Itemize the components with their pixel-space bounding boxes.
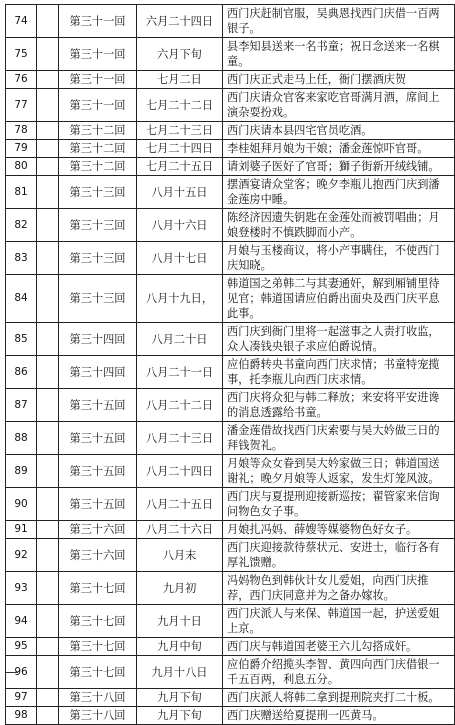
row-number: 94	[6, 605, 37, 638]
row-number: 96	[6, 656, 37, 689]
event-cell: 摆酒宴请众堂客；晚夕李瓶儿抱西门庆到潘金莲房中睡。	[223, 176, 455, 209]
chapter-cell: 第三十三回	[59, 275, 137, 323]
blank-cell	[37, 209, 59, 242]
blank-cell	[37, 242, 59, 275]
row-number: 98	[6, 707, 37, 725]
event-cell: 陈经济因遗失钥匙在金莲处而被罚唱曲；月娘登楼时不慎跌脚而小产。	[223, 209, 455, 242]
row-number: 81	[6, 176, 37, 209]
table-row	[6, 488, 455, 521]
event-cell: 西门庆赶制官服，吴典恩找西门庆借一百两银子。	[223, 5, 455, 38]
chapter-cell: 第三十一回	[59, 38, 137, 71]
date-cell: 八月二十六日	[137, 521, 223, 539]
blank-cell	[37, 5, 59, 38]
blank-cell	[37, 140, 59, 158]
date-cell: 八月十九日，	[137, 275, 223, 323]
date-cell: 六月下旬	[137, 38, 223, 71]
table-row	[6, 176, 455, 209]
event-cell: 月娘等众女眷到吴大妗家做三日；韩道国送谢礼；晚夕月娘等人返家，发生灯笼风波。	[223, 455, 455, 488]
document-page	[5, 4, 454, 725]
chapter-cell: 第三十一回	[59, 71, 137, 89]
blank-cell	[37, 521, 59, 539]
chapter-cell: 第三十三回	[59, 242, 137, 275]
date-cell: 九月十日	[137, 605, 223, 638]
row-number: 91	[6, 521, 37, 539]
blank-cell	[37, 389, 59, 422]
chapter-cell: 第三十七回	[59, 572, 137, 605]
row-number: 90	[6, 488, 37, 521]
event-cell: 县李知县送来一名书童；祝日念送来一名棋童。	[223, 38, 455, 71]
table-row	[6, 356, 455, 389]
row-number: 86	[6, 356, 37, 389]
table-row	[6, 521, 455, 539]
chronology-table	[5, 4, 455, 725]
date-cell: 九月十八日	[137, 656, 223, 689]
chapter-cell: 第三十八回	[59, 707, 137, 725]
blank-cell	[37, 689, 59, 707]
row-number: 87	[6, 389, 37, 422]
event-cell: 李桂姐拜月娘为干娘；潘金莲惊吓官哥。	[223, 140, 455, 158]
table-row	[6, 5, 455, 38]
date-cell: 八月二十四日	[137, 455, 223, 488]
date-cell: 九月初	[137, 572, 223, 605]
chapter-cell: 第三十一回	[59, 89, 137, 122]
chapter-cell: 第三十二回	[59, 140, 137, 158]
blank-cell	[37, 422, 59, 455]
event-cell: 月娘与玉楼商议，将小产事瞒住，不使西门庆知晓。	[223, 242, 455, 275]
date-cell: 八月二十日	[137, 323, 223, 356]
chapter-cell: 第三十七回	[59, 605, 137, 638]
row-number: 79	[6, 140, 37, 158]
chapter-cell: 第三十七回	[59, 656, 137, 689]
blank-cell	[37, 638, 59, 656]
row-number: 78	[6, 122, 37, 140]
row-number: 82	[6, 209, 37, 242]
table-row	[6, 638, 455, 656]
row-number: 76	[6, 71, 37, 89]
table-row	[6, 323, 455, 356]
chapter-cell: 第三十五回	[59, 488, 137, 521]
chapter-cell: 第三十六回	[59, 521, 137, 539]
row-number: 92	[6, 539, 37, 572]
table-row	[6, 539, 455, 572]
row-number: 88	[6, 422, 37, 455]
table-row	[6, 605, 455, 638]
blank-cell	[37, 605, 59, 638]
date-cell: 七月二十二日	[137, 89, 223, 122]
event-cell: 西门庆将众犯与韩二释放；来安将平安进谗的消息透露给书童。	[223, 389, 455, 422]
chapter-cell: 第三十五回	[59, 455, 137, 488]
date-cell: 八月二十五日	[137, 488, 223, 521]
date-cell: 七月二日	[137, 71, 223, 89]
row-number: 75	[6, 38, 37, 71]
table-row	[6, 389, 455, 422]
blank-cell	[37, 71, 59, 89]
chapter-cell: 第三十二回	[59, 122, 137, 140]
blank-cell	[37, 572, 59, 605]
date-cell: 八月十七日	[137, 242, 223, 275]
chapter-cell: 第三十七回	[59, 638, 137, 656]
chapter-cell: 第三十五回	[59, 389, 137, 422]
event-cell: 请刘婆子医好了官哥；獅子街新开绒线铺。	[223, 158, 455, 176]
blank-cell	[37, 89, 59, 122]
event-cell: 月娘扎冯妈、薛嫂等媒婆物色好女子。	[223, 521, 455, 539]
event-cell: 西门庆请本县四宅官员吃酒。	[223, 122, 455, 140]
table-row	[6, 422, 455, 455]
event-cell: 潘金莲借故找西门庆索要与吴大妗做三日的拜钱贺礼。	[223, 422, 455, 455]
chapter-cell: 第三十四回	[59, 323, 137, 356]
event-cell: 西门庆派人将韩二拿到提刑院夹打二十板。	[223, 689, 455, 707]
blank-cell	[37, 323, 59, 356]
chapter-cell: 第三十四回	[59, 356, 137, 389]
event-cell: 西门庆正式走马上任，衙门摆酒庆贺	[223, 71, 455, 89]
chapter-cell: 第三十五回	[59, 422, 137, 455]
event-cell: 西门庆与夏提刑迎接新巡按；翟管家来信询问物色女子事。	[223, 488, 455, 521]
chapter-cell: 第三十三回	[59, 209, 137, 242]
row-number: 93	[6, 572, 37, 605]
row-number: 95	[6, 638, 37, 656]
table-row	[6, 455, 455, 488]
date-cell: 六月二十四日	[137, 5, 223, 38]
date-cell: 八月二十二日	[137, 389, 223, 422]
blank-cell	[37, 356, 59, 389]
row-number: 74	[6, 5, 37, 38]
blank-cell	[37, 275, 59, 323]
row-number: 80	[6, 158, 37, 176]
event-cell: 西门庆请众官客来家吃官哥满月酒，席间上演杂耍扮戏。	[223, 89, 455, 122]
event-cell: 应伯爵介绍揽头李智、黄四向西门庆借银一千五百两，利息五分。	[223, 656, 455, 689]
row-number: 85	[6, 323, 37, 356]
event-cell: 西门庆赠送给夏提刑一匹黄马。	[223, 707, 455, 725]
table-row	[6, 689, 455, 707]
row-number: 89	[6, 455, 37, 488]
date-cell: 八月末	[137, 539, 223, 572]
blank-cell	[37, 122, 59, 140]
event-cell: 西门庆派人与来保、韩道国一起，护送爱姐上京。	[223, 605, 455, 638]
event-cell: 西门庆迎接款待蔡状元、安进士，临行各有厚礼馈赠。	[223, 539, 455, 572]
blank-cell	[37, 539, 59, 572]
date-cell: 七月二十五日	[137, 158, 223, 176]
table-row	[6, 38, 455, 71]
row-number: 97	[6, 689, 37, 707]
date-cell: 九月中旬	[137, 638, 223, 656]
table-row	[6, 209, 455, 242]
blank-cell	[37, 158, 59, 176]
event-cell: 韩道国之弟韩二与其妻通奸，解到厢铺里待见官；韩道国请应伯爵出面央及西门庆平息此事。	[223, 275, 455, 323]
date-cell: 八月十五日	[137, 176, 223, 209]
blank-cell	[37, 707, 59, 725]
blank-cell	[37, 455, 59, 488]
date-cell: 七月二十三日	[137, 122, 223, 140]
blank-cell	[37, 488, 59, 521]
date-cell: 八月十六日	[137, 209, 223, 242]
table-row	[6, 158, 455, 176]
date-cell: 七月二十四日	[137, 140, 223, 158]
date-cell: 九月下旬	[137, 689, 223, 707]
table-row	[6, 572, 455, 605]
table-row	[6, 89, 455, 122]
date-cell: 八月二十一日	[137, 356, 223, 389]
chapter-cell: 第三十二回	[59, 158, 137, 176]
row-number: 83	[6, 242, 37, 275]
chapter-cell: 第三十三回	[59, 176, 137, 209]
table-row	[6, 707, 455, 725]
date-cell: 九月下旬	[137, 707, 223, 725]
event-cell: 应伯爵转央书童向西门庆求情；书童特宠揽事，托李瓶儿向西门庆求情。	[223, 356, 455, 389]
event-cell: 西门庆与韩道国老婆王六儿勾搭成奸。	[223, 638, 455, 656]
chapter-cell: 第三十八回	[59, 689, 137, 707]
event-cell: 冯妈物色到韩伙计女儿爱姐，向西门庆推荐，西门庆同意并为之备办嫁妆。	[223, 572, 455, 605]
table-row	[6, 242, 455, 275]
row-number: 84	[6, 275, 37, 323]
chapter-cell: 第三十一回	[59, 5, 137, 38]
row-number: 77	[6, 89, 37, 122]
table-row	[6, 71, 455, 89]
table-row	[6, 140, 455, 158]
blank-cell	[37, 176, 59, 209]
blank-cell	[37, 38, 59, 71]
date-cell: 八月二十三日	[137, 422, 223, 455]
footnote-rule	[6, 672, 18, 676]
table-row	[6, 122, 455, 140]
event-cell: 西门庆到衙门里将一起滋事之人责打收监，众人凑钱央银子求应伯爵说情。	[223, 323, 455, 356]
chapter-cell: 第三十六回	[59, 539, 137, 572]
table-row	[6, 275, 455, 323]
